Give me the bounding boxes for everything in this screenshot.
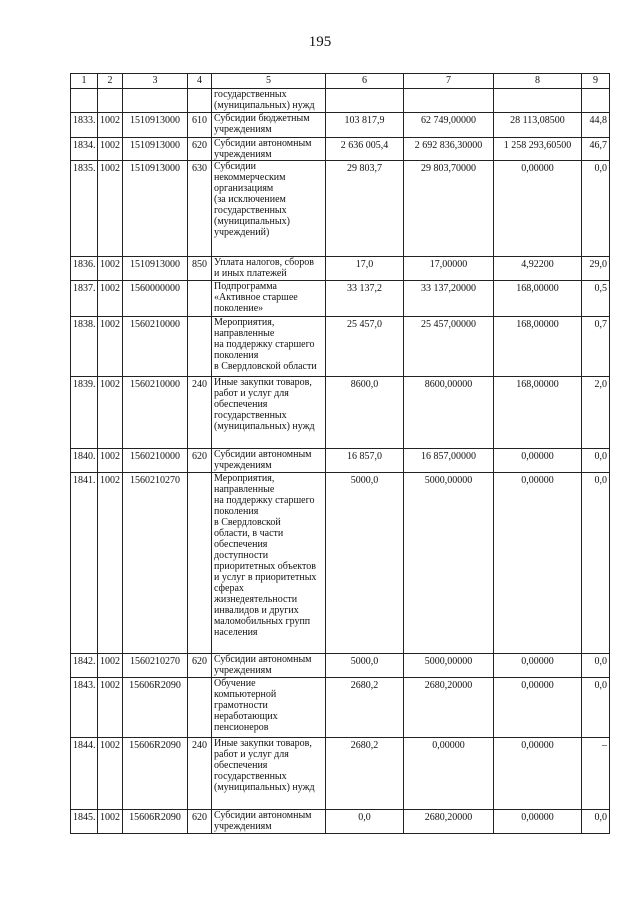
value-column-8: 0,00000 <box>494 449 582 473</box>
table-row <box>71 678 610 738</box>
value-column-7: 5000,00000 <box>404 473 494 654</box>
column-header: 5 <box>212 74 326 89</box>
percent-column-9: 0,0 <box>582 449 610 473</box>
row-number: 1843. <box>71 678 98 738</box>
table-row <box>71 738 610 810</box>
table-body <box>71 89 610 834</box>
target-code: 1510913000 <box>123 138 188 161</box>
expense-type-code: 240 <box>188 377 212 449</box>
table-row <box>71 113 610 138</box>
value-column-8: 0,00000 <box>494 678 582 738</box>
percent-column-9: 2,0 <box>582 377 610 449</box>
row-number: 1842. <box>71 654 98 678</box>
row-number: 1838. <box>71 317 98 377</box>
value-column-6 <box>326 89 404 113</box>
row-number: 1836. <box>71 257 98 281</box>
expense-type-code: 620 <box>188 810 212 834</box>
expense-type-code <box>188 473 212 654</box>
table-row <box>71 281 610 317</box>
row-number: 1845. <box>71 810 98 834</box>
value-column-8: 168,00000 <box>494 377 582 449</box>
row-number: 1834. <box>71 138 98 161</box>
item-name: государственных (муниципальных) нужд <box>212 89 326 113</box>
percent-column-9: 46,7 <box>582 138 610 161</box>
column-header: 3 <box>123 74 188 89</box>
value-column-6: 17,0 <box>326 257 404 281</box>
percent-column-9: 44,8 <box>582 113 610 138</box>
column-header: 8 <box>494 74 582 89</box>
value-column-7: 25 457,00000 <box>404 317 494 377</box>
expense-type-code <box>188 317 212 377</box>
column-header: 2 <box>98 74 123 89</box>
section-code: 1002 <box>98 738 123 810</box>
percent-column-9: 0,7 <box>582 317 610 377</box>
value-column-8 <box>494 89 582 113</box>
expense-type-code: 850 <box>188 257 212 281</box>
item-name: Субсидии автономным учреждениям <box>212 810 326 834</box>
target-code: 1560210270 <box>123 473 188 654</box>
expense-type-code: 620 <box>188 449 212 473</box>
target-code: 1510913000 <box>123 257 188 281</box>
percent-column-9: 0,0 <box>582 810 610 834</box>
value-column-6: 103 817,9 <box>326 113 404 138</box>
percent-column-9: 0,0 <box>582 654 610 678</box>
value-column-6: 2680,2 <box>326 738 404 810</box>
value-column-6: 29 803,7 <box>326 161 404 257</box>
value-column-7: 2680,20000 <box>404 810 494 834</box>
target-code: 1510913000 <box>123 113 188 138</box>
percent-column-9: – <box>582 738 610 810</box>
table-row <box>71 257 610 281</box>
column-header: 9 <box>582 74 610 89</box>
value-column-8: 168,00000 <box>494 317 582 377</box>
expense-type-code <box>188 281 212 317</box>
item-name: Мероприятия, направленные на поддержку старшего поколения в Свердловской области, в части обеспечения доступности приоритетных объектов и услуг в приоритетных сферах жизнедеятельности инвалидов и других маломобильных групп населения <box>212 473 326 654</box>
row-number: 1835. <box>71 161 98 257</box>
row-number: 1841. <box>71 473 98 654</box>
expense-type-code: 630 <box>188 161 212 257</box>
target-code: 15606R2090 <box>123 810 188 834</box>
target-code: 1560000000 <box>123 281 188 317</box>
value-column-8: 0,00000 <box>494 654 582 678</box>
expense-type-code: 610 <box>188 113 212 138</box>
percent-column-9: 29,0 <box>582 257 610 281</box>
item-name: Субсидии бюджетным учреждениям <box>212 113 326 138</box>
value-column-6: 5000,0 <box>326 473 404 654</box>
value-column-8: 0,00000 <box>494 738 582 810</box>
table-header-row <box>71 74 610 89</box>
value-column-6: 16 857,0 <box>326 449 404 473</box>
item-name: Подпрограмма «Активное старшее поколение» <box>212 281 326 317</box>
value-column-6: 25 457,0 <box>326 317 404 377</box>
value-column-7: 33 137,20000 <box>404 281 494 317</box>
section-code: 1002 <box>98 113 123 138</box>
value-column-7: 2680,20000 <box>404 678 494 738</box>
section-code: 1002 <box>98 161 123 257</box>
value-column-8: 0,00000 <box>494 810 582 834</box>
expense-type-code: 240 <box>188 738 212 810</box>
value-column-8: 28 113,08500 <box>494 113 582 138</box>
item-name: Обучение компьютерной грамотности неработающих пенсионеров <box>212 678 326 738</box>
section-code: 1002 <box>98 317 123 377</box>
value-column-8: 4,92200 <box>494 257 582 281</box>
section-code: 1002 <box>98 138 123 161</box>
value-column-7: 62 749,00000 <box>404 113 494 138</box>
column-header: 7 <box>404 74 494 89</box>
percent-column-9: 0,0 <box>582 161 610 257</box>
item-name: Уплата налогов, сборов и иных платежей <box>212 257 326 281</box>
column-header: 6 <box>326 74 404 89</box>
table-row <box>71 317 610 377</box>
value-column-7: 16 857,00000 <box>404 449 494 473</box>
target-code: 1560210000 <box>123 317 188 377</box>
target-code: 1560210270 <box>123 654 188 678</box>
table-row <box>71 449 610 473</box>
table-row <box>71 810 610 834</box>
value-column-6: 33 137,2 <box>326 281 404 317</box>
percent-column-9: 0,0 <box>582 678 610 738</box>
percent-column-9: 0,5 <box>582 281 610 317</box>
value-column-6: 2680,2 <box>326 678 404 738</box>
table-row <box>71 473 610 654</box>
column-header: 4 <box>188 74 212 89</box>
table-row <box>71 161 610 257</box>
item-name: Субсидии некоммерческим организациям (за исключением государственных (муниципальных) учреждений) <box>212 161 326 257</box>
table-row <box>71 89 610 113</box>
row-number: 1833. <box>71 113 98 138</box>
budget-table <box>70 73 610 834</box>
expense-type-code <box>188 678 212 738</box>
target-code: 1560210000 <box>123 377 188 449</box>
item-name: Иные закупки товаров, работ и услуг для обеспечения государственных (муниципальных) нужд <box>212 738 326 810</box>
value-column-8: 1 258 293,60500 <box>494 138 582 161</box>
value-column-6: 2 636 005,4 <box>326 138 404 161</box>
value-column-8: 0,00000 <box>494 161 582 257</box>
section-code: 1002 <box>98 257 123 281</box>
page-number: 195 <box>308 34 332 50</box>
column-header: 1 <box>71 74 98 89</box>
value-column-7: 17,00000 <box>404 257 494 281</box>
item-name: Субсидии автономным учреждениям <box>212 654 326 678</box>
value-column-6: 8600,0 <box>326 377 404 449</box>
section-code: 1002 <box>98 473 123 654</box>
section-code <box>98 89 123 113</box>
row-number: 1840. <box>71 449 98 473</box>
section-code: 1002 <box>98 810 123 834</box>
expense-type-code: 620 <box>188 654 212 678</box>
expense-type-code <box>188 89 212 113</box>
section-code: 1002 <box>98 654 123 678</box>
value-column-7: 0,00000 <box>404 738 494 810</box>
expense-type-code: 620 <box>188 138 212 161</box>
target-code: 1510913000 <box>123 161 188 257</box>
item-name: Субсидии автономным учреждениям <box>212 449 326 473</box>
value-column-7 <box>404 89 494 113</box>
row-number: 1844. <box>71 738 98 810</box>
row-number: 1839. <box>71 377 98 449</box>
value-column-8: 0,00000 <box>494 473 582 654</box>
section-code: 1002 <box>98 377 123 449</box>
value-column-7: 29 803,70000 <box>404 161 494 257</box>
target-code: 15606R2090 <box>123 678 188 738</box>
value-column-7: 5000,00000 <box>404 654 494 678</box>
item-name: Субсидии автономным учреждениям <box>212 138 326 161</box>
percent-column-9: 0,0 <box>582 473 610 654</box>
value-column-6: 0,0 <box>326 810 404 834</box>
value-column-7: 2 692 836,30000 <box>404 138 494 161</box>
value-column-6: 5000,0 <box>326 654 404 678</box>
table-row <box>71 654 610 678</box>
percent-column-9 <box>582 89 610 113</box>
table-row <box>71 138 610 161</box>
table-row <box>71 377 610 449</box>
item-name: Иные закупки товаров, работ и услуг для обеспечения государственных (муниципальных) нужд <box>212 377 326 449</box>
target-code <box>123 89 188 113</box>
target-code: 15606R2090 <box>123 738 188 810</box>
item-name: Мероприятия, направленные на поддержку старшего поколения в Свердловской области <box>212 317 326 377</box>
value-column-7: 8600,00000 <box>404 377 494 449</box>
row-number: 1837. <box>71 281 98 317</box>
value-column-8: 168,00000 <box>494 281 582 317</box>
section-code: 1002 <box>98 281 123 317</box>
target-code: 1560210000 <box>123 449 188 473</box>
section-code: 1002 <box>98 449 123 473</box>
row-number <box>71 89 98 113</box>
section-code: 1002 <box>98 678 123 738</box>
